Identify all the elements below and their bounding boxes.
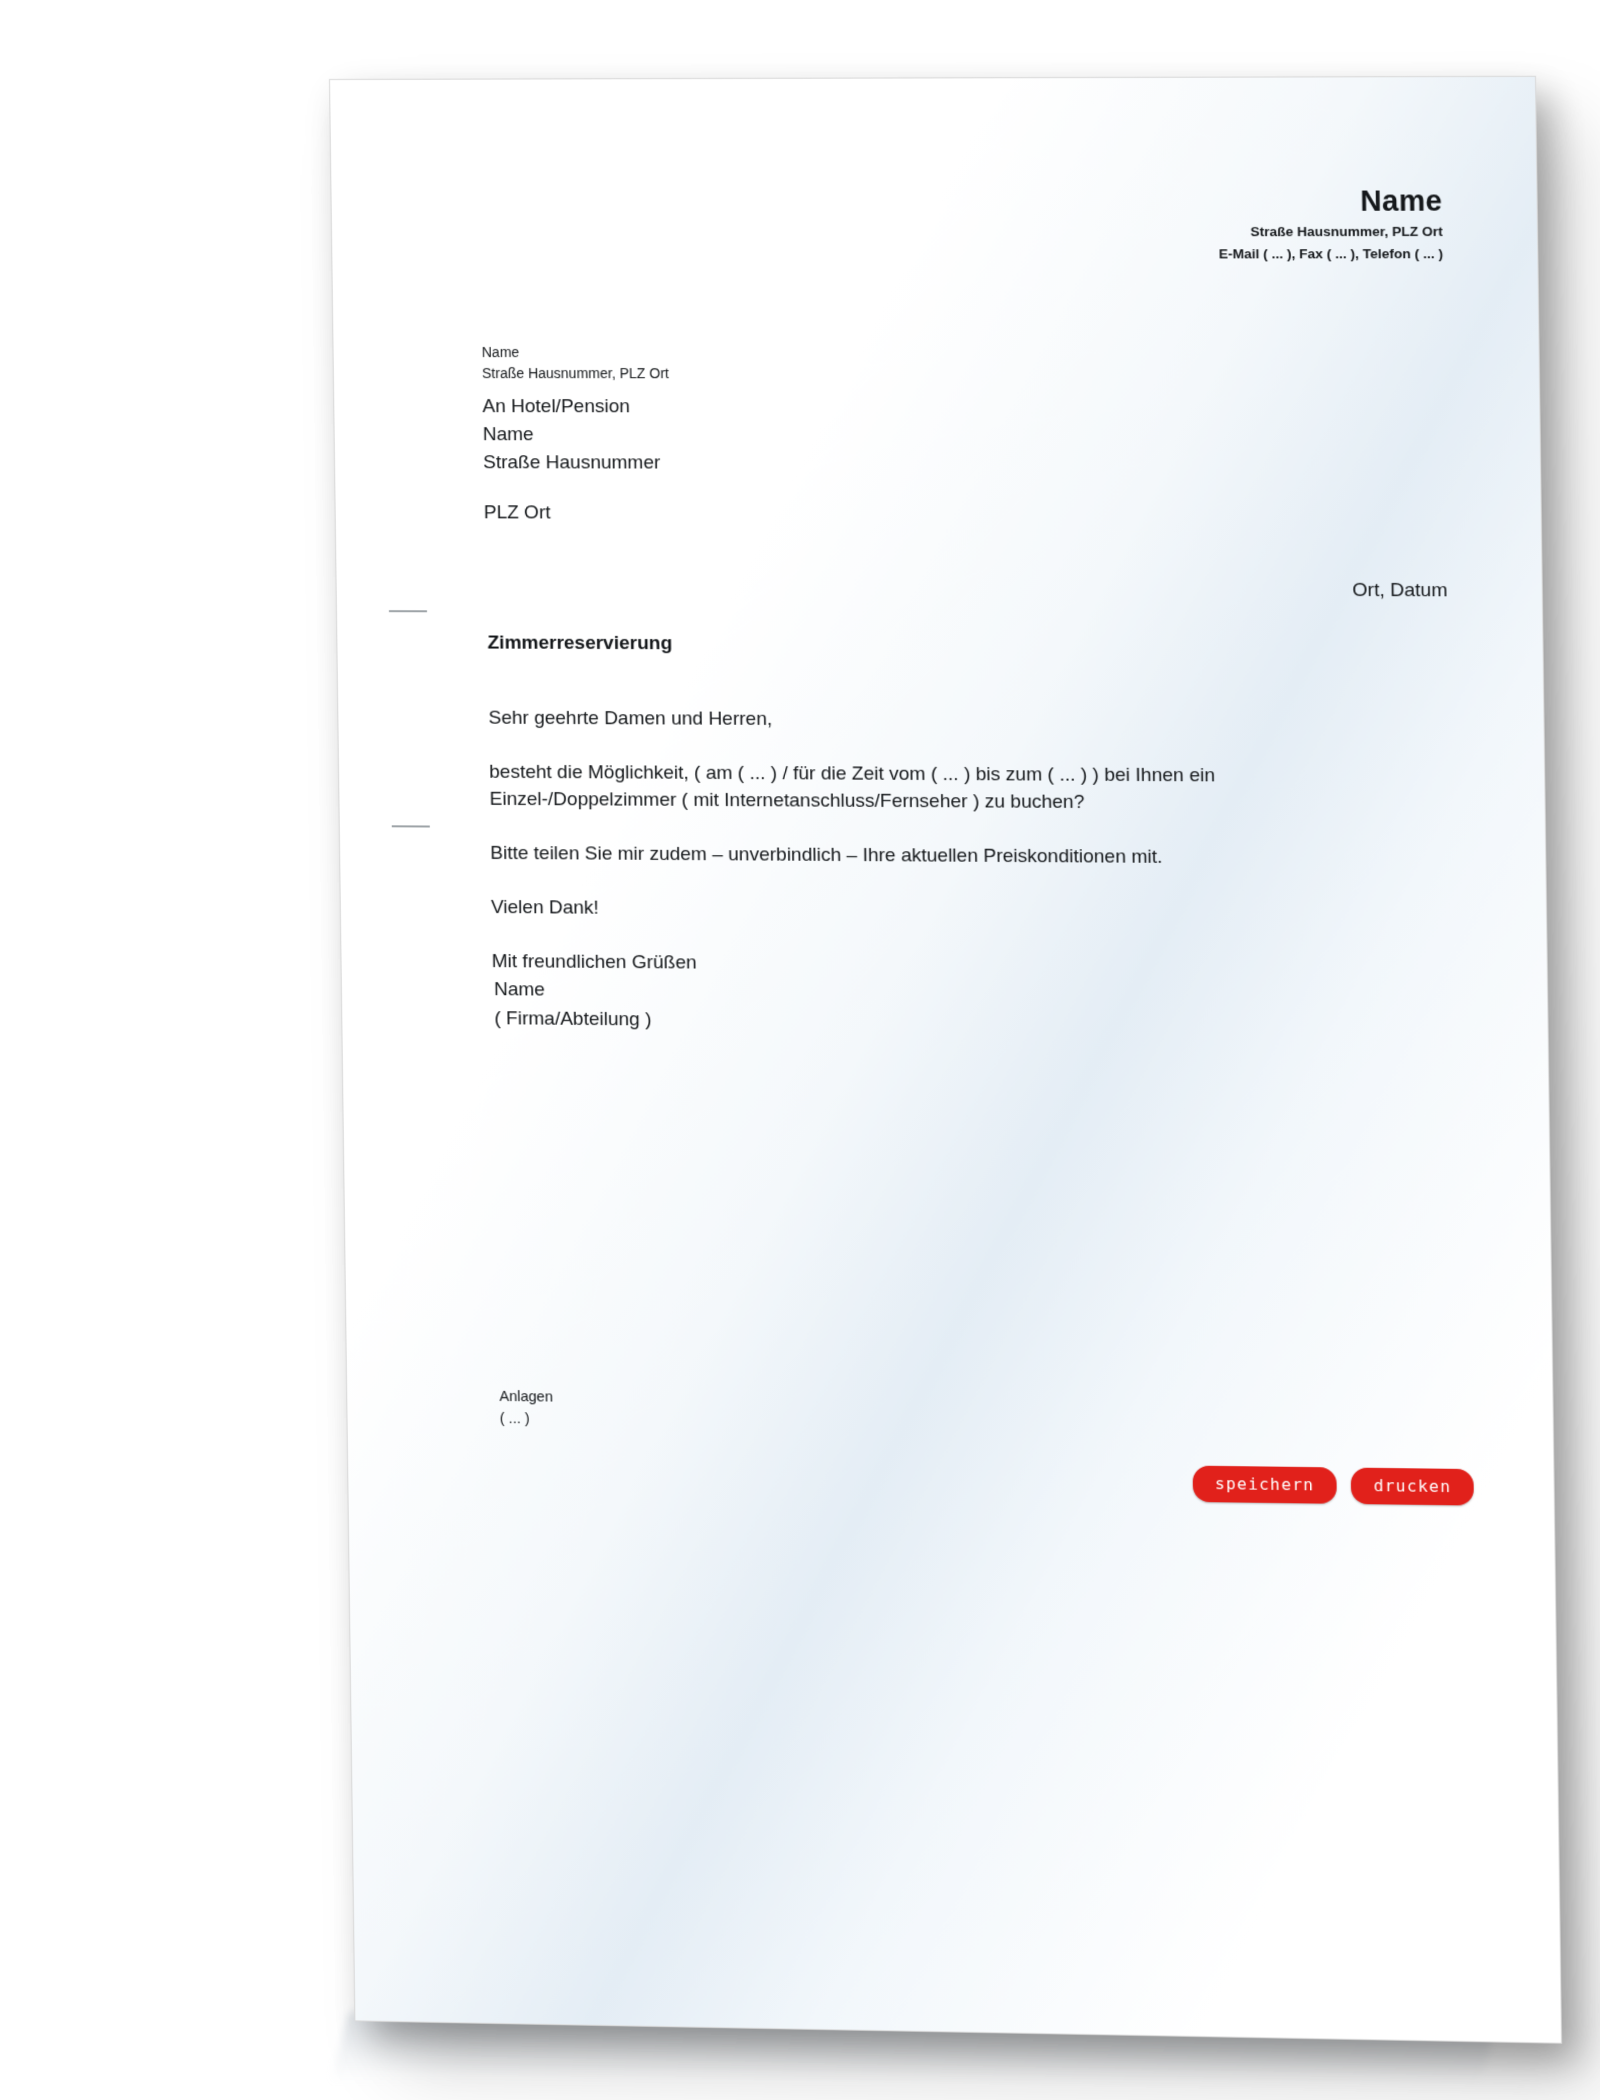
letterhead-address: Straße Hausnummer, PLZ Ort: [1250, 223, 1443, 240]
recipient-line-4: PLZ Ort: [483, 502, 551, 524]
closing: Mit freundlichen Grüßen: [491, 950, 697, 974]
letterhead: [1218, 186, 1443, 264]
body-paragraph-1: besteht die Möglichkeit, ( am ( ... ) / für die Zeit vom ( ... ) bis zum ( ... ) ) bei Ihnen ein Einzel-/Doppelzimmer ( mit Internetanschluss/Fernseher ) zu buchen?: [489, 761, 1216, 813]
document-page-wrapper: [330, 77, 1561, 2043]
recipient-line-3: Straße Hausnummer: [483, 452, 661, 474]
signature-block: [494, 976, 652, 1034]
fold-mark-upper: [389, 610, 427, 612]
attachments-value: ( ... ): [499, 1410, 530, 1428]
sender-name: Name: [481, 344, 520, 361]
recipient-block: [482, 393, 661, 528]
recipient-spacer: [483, 478, 660, 500]
signature-department: ( Firma/Abteilung ): [494, 1007, 652, 1030]
signature-name: Name: [493, 979, 546, 1001]
salutation: Sehr geehrte Damen und Herren,: [488, 707, 773, 730]
letter-body: [488, 706, 1373, 1010]
body-paragraph-2: Bitte teilen Sie mir zudem – unverbindlich – Ihre aktuellen Preiskonditionen mit.: [490, 842, 1163, 868]
letterhead-contact: E-Mail ( ... ), Fax ( ... ), Telefon ( ... ): [1218, 246, 1444, 262]
letterhead-name: Name: [1360, 185, 1443, 218]
sender-address: Straße Hausnummer, PLZ Ort: [481, 365, 669, 382]
print-button[interactable]: drucken: [1351, 1468, 1474, 1506]
recipient-line-1: An Hotel/Pension: [482, 396, 631, 418]
sender-block: [482, 342, 669, 384]
attachments-block: [499, 1387, 553, 1431]
document-content: [330, 77, 1561, 2043]
place-date: Ort, Datum: [1352, 579, 1448, 602]
action-buttons: [1192, 1466, 1474, 1506]
recipient-line-2: Name: [482, 424, 534, 446]
fold-mark-lower: [392, 825, 430, 827]
attachments-label: Anlagen: [499, 1388, 553, 1406]
save-button[interactable]: speichern: [1192, 1466, 1337, 1504]
subject-line: Zimmerreservierung: [487, 632, 673, 655]
body-paragraph-3: Vielen Dank!: [490, 896, 599, 919]
